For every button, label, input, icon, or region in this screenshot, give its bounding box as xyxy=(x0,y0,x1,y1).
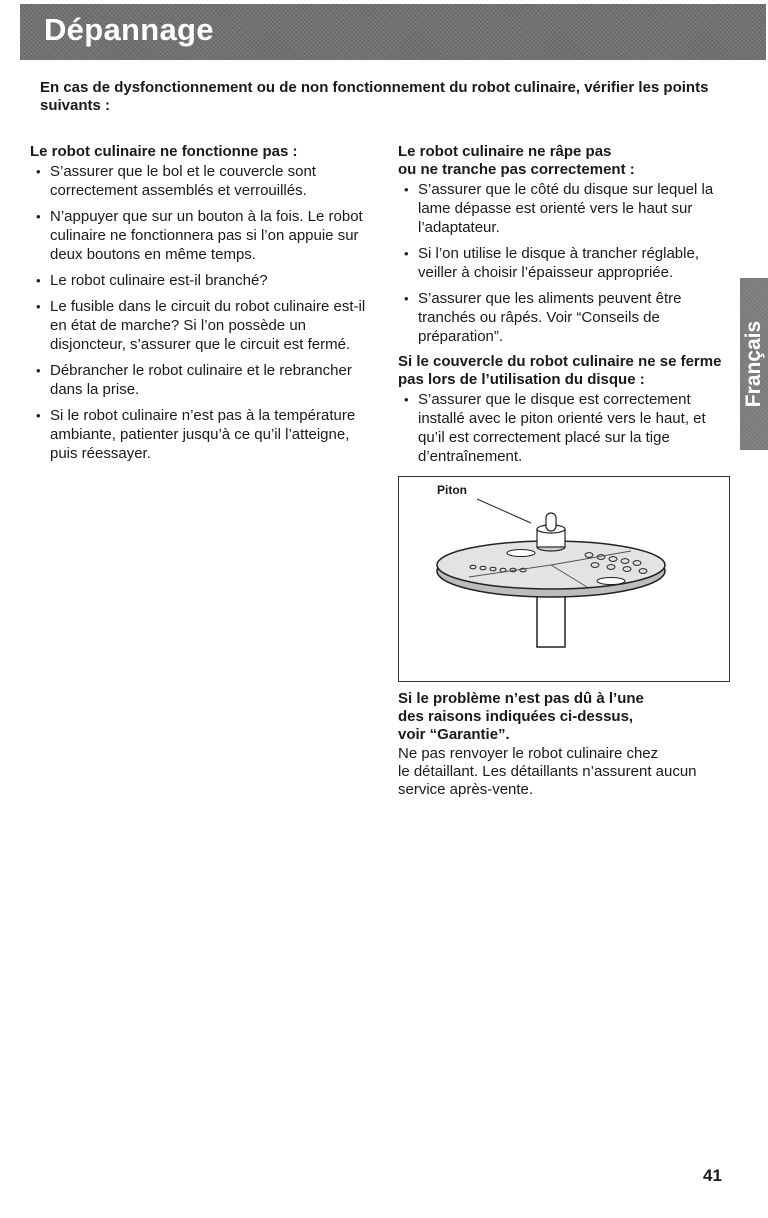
bullet-list-lid xyxy=(398,390,733,466)
language-tab-label: Français xyxy=(742,320,765,408)
heading-line: des raisons indiquées ci-dessus, xyxy=(398,708,634,725)
closing-section xyxy=(398,690,738,799)
body-line: Ne pas renvoyer le robot culinaire chez xyxy=(398,745,659,762)
heading-line: Le robot culinaire ne râpe pas xyxy=(398,143,612,160)
disc-illustration xyxy=(398,476,730,682)
piton-label: Piton xyxy=(437,483,467,497)
section-heading-not-working: Le robot culinaire ne fonctionne pas : xyxy=(30,143,298,160)
body-line: service après-vente. xyxy=(398,781,534,798)
bullet-list-not-working xyxy=(30,162,370,463)
list-item: • S’assurer que le côté du disque sur lequel la lame dépasse est orienté vers le haut sur l’adaptateur. xyxy=(398,180,733,237)
list-item: • Débrancher le robot culinaire et le rebrancher dans la prise. xyxy=(30,361,370,399)
blade-slot xyxy=(597,578,625,585)
bullet-list-slicing xyxy=(398,180,733,346)
list-item: • S’assurer que les aliments peuvent être tranchés ou râpés. Voir “Conseils de préparation”. xyxy=(398,289,733,346)
left-column xyxy=(30,143,370,470)
list-item: • S’assurer que le disque est correctement installé avec le piton orienté vers le haut, et qu’il est correctement placé sur la tige d’entraînement. xyxy=(398,390,733,466)
language-tab xyxy=(740,278,768,450)
right-column xyxy=(398,143,733,473)
piton xyxy=(546,513,556,531)
disc-diagram xyxy=(399,477,730,682)
list-item: • Si le robot culinaire n’est pas à la température ambiante, patienter jusqu’à ce qu’il l’atteigne, puis réessayer. xyxy=(30,406,370,463)
list-item: • N’appuyer que sur un bouton à la fois. Le robot culinaire ne fonctionnera pas si l’on appuie sur deux boutons en même temps. xyxy=(30,207,370,264)
intro-text: En cas de dysfonctionnement ou de non fonctionnement du robot culinaire, vérifier les points suivants : xyxy=(40,79,709,114)
list-item: • Le fusible dans le circuit du robot culinaire est-il en état de marche? Si l’on possède un disjoncteur, s’assurer que le circuit est fermé. xyxy=(30,297,370,354)
closing-body xyxy=(398,745,738,799)
body-line: le détaillant. Les détaillants n’assurent aucun xyxy=(398,763,697,780)
page-title: Dépannage xyxy=(44,12,214,47)
list-item: • Le robot culinaire est-il branché? xyxy=(30,271,370,290)
list-item: • Si l’on utilise le disque à trancher réglable, veiller à choisir l’épaisseur appropriée. xyxy=(398,244,733,282)
closing-heading xyxy=(398,690,738,744)
section-heading-slicing xyxy=(398,143,733,179)
piton-leader-line xyxy=(477,499,531,523)
blade-slot xyxy=(507,550,535,557)
heading-line: Si le problème n’est pas dû à l’une xyxy=(398,690,644,707)
page-number: 41 xyxy=(703,1166,722,1185)
title-bar xyxy=(20,4,766,60)
heading-line: voir “Garantie”. xyxy=(398,726,510,743)
section-heading-lid: Si le couvercle du robot culinaire ne se ferme pas lors de l’utilisation du disque : xyxy=(398,353,722,388)
heading-line: ou ne tranche pas correctement : xyxy=(398,161,635,178)
list-item: • S’assurer que le bol et le couvercle sont correctement assemblés et verrouillés. xyxy=(30,162,370,200)
